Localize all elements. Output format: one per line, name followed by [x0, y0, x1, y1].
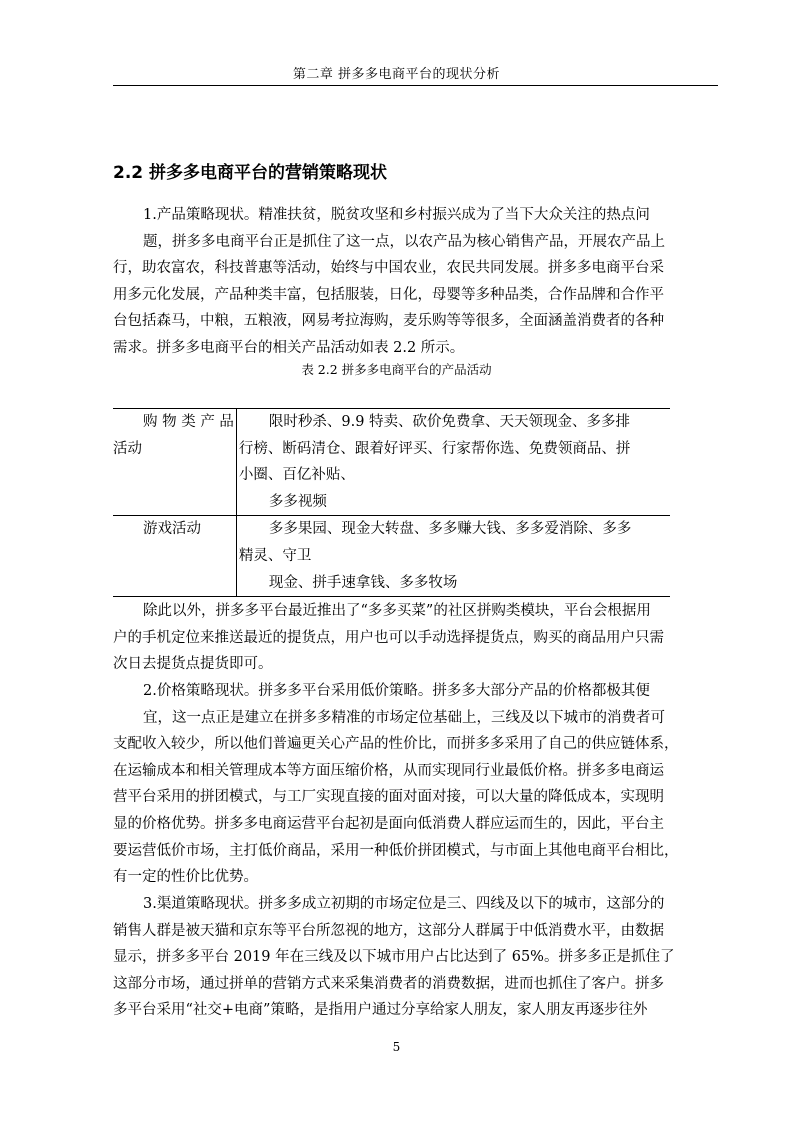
paragraph-product-strategy — [113, 202, 718, 362]
text-line: 显示，拼多多平台 2019 年在三线及以下城市用户占比达到了 65%。拼多多正是抓住了 — [113, 949, 675, 966]
text-line: 显的价格优势。拼多多电商运营平台起初是面向低消费人群应运而生的，因此，平台主 — [113, 815, 664, 832]
table-caption: 表 2.2 拼多多电商平台的产品活动 — [301, 362, 492, 377]
cell-text: 多多视频 — [268, 493, 327, 510]
section-heading: 2.2 拼多多电商平台的营销策略现状 — [113, 163, 388, 183]
running-header: 第二章 拼多多电商平台的现状分析 — [292, 67, 501, 82]
cell-text: 行榜、断码清仓、跟着好评买、行家帮你选、免费领商品、拼 — [238, 440, 631, 457]
text-line: 除此以外，拼多多平台最近推出了“多多买菜”的社区拼购类模块，平台会根据用 — [143, 603, 651, 619]
cell-text: 现金、拼手速拿钱、多多牧场 — [268, 574, 458, 591]
text-line: 次日去提货点提货即可。 — [113, 656, 273, 673]
paragraph-price-strategy — [113, 678, 718, 891]
text-line: 需求。拼多多电商平台的相关产品活动如表 2.2 所示。 — [113, 339, 465, 356]
text-line: 在运输成本和相关管理成本等方面压缩价格，从而实现同行业最低价格。拼多多电商运 — [113, 762, 664, 779]
cell-text: 精灵、守卫 — [238, 547, 312, 564]
text-line: 宜，这一点正是建立在拼多多精准的市场定位基础上，三线及以下城市的消费者可 — [143, 709, 665, 726]
paragraph-community-buying — [113, 598, 718, 678]
text-line: 题，拼多多电商平台正是抓住了这一点，以农产品为核心销售产品，开展农产品上 — [143, 233, 665, 250]
paragraph-channel-strategy — [113, 891, 718, 1024]
table-cell-label — [113, 516, 236, 597]
cell-text: 游戏活动 — [143, 521, 201, 538]
text-line: 多平台采用“社交+电商”策略，是指用户通过分享给家人朋友，家人朋友再逐步往外 — [113, 1002, 648, 1019]
table-cell-content — [236, 516, 670, 597]
table-row — [113, 409, 670, 516]
text-line: 2.价格策略现状。拼多多平台采用低价策略。拼多多大部分产品的价格都极其便 — [143, 683, 650, 699]
text-line: 1.产品策略现状。精准扶贫，脱贫攻坚和乡村振兴成为了当下大众关注的热点问 — [143, 207, 650, 223]
cell-text: 多多果园、现金大转盘、多多赚大钱、多多爱消除、多多 — [268, 521, 632, 538]
table-cell-label — [113, 409, 236, 516]
page-number: 5 — [392, 1040, 401, 1054]
text-line: 要运营低价市场，主打低价商品，采用一种低价拼团模式，与市面上其他电商平台相比， — [113, 842, 679, 859]
product-activities-table — [113, 408, 670, 597]
cell-text: 购 物 类 产 品 — [143, 414, 234, 430]
cell-text: 活动 — [113, 440, 142, 457]
text-line: 销售人群是被天猫和京东等平台所忽视的地方，这部分人群属于中低消费水平，由数据 — [113, 922, 664, 939]
text-line: 户的手机定位来推送最近的提货点，用户也可以手动选择提货点，购买的商品用户只需 — [113, 629, 664, 646]
text-line: 营平台采用的拼团模式，与工厂实现直接的面对面对接，可以大量的降低成本，实现明 — [113, 789, 664, 806]
text-line: 支配收入较少，所以他们普遍更关心产品的性价比，而拼多多采用了自己的供应链体系， — [113, 736, 679, 753]
text-line: 用多元化发展，产品种类丰富，包括服装，日化，母婴等多种品类，合作品牌和合作平 — [113, 286, 664, 303]
text-line: 有一定的性价比优势。 — [113, 869, 258, 886]
cell-text: 小圈、百亿补贴、 — [238, 467, 355, 484]
cell-text: 限时秒杀、9.9 特卖、砍价免费拿、天天领现金、多多排 — [268, 414, 631, 430]
text-line: 3.渠道策略现状。拼多多成立初期的市场定位是三、四线及以下的城市，这部分的 — [143, 896, 665, 912]
table-cell-content — [236, 409, 670, 516]
text-line: 行，助农富农，科技普惠等活动，始终与中国农业，农民共同发展。拼多多电商平台采 — [113, 260, 664, 277]
text-line: 这部分市场，通过拼单的营销方式来采集消费者的消费数据，进而也抓住了客户。拼多 — [113, 975, 664, 992]
table-row — [113, 516, 670, 597]
header-rule — [113, 85, 718, 86]
text-line: 台包括森马，中粮，五粮液，网易考拉海购，麦乐购等等很多，全面涵盖消费者的各种 — [113, 313, 664, 330]
